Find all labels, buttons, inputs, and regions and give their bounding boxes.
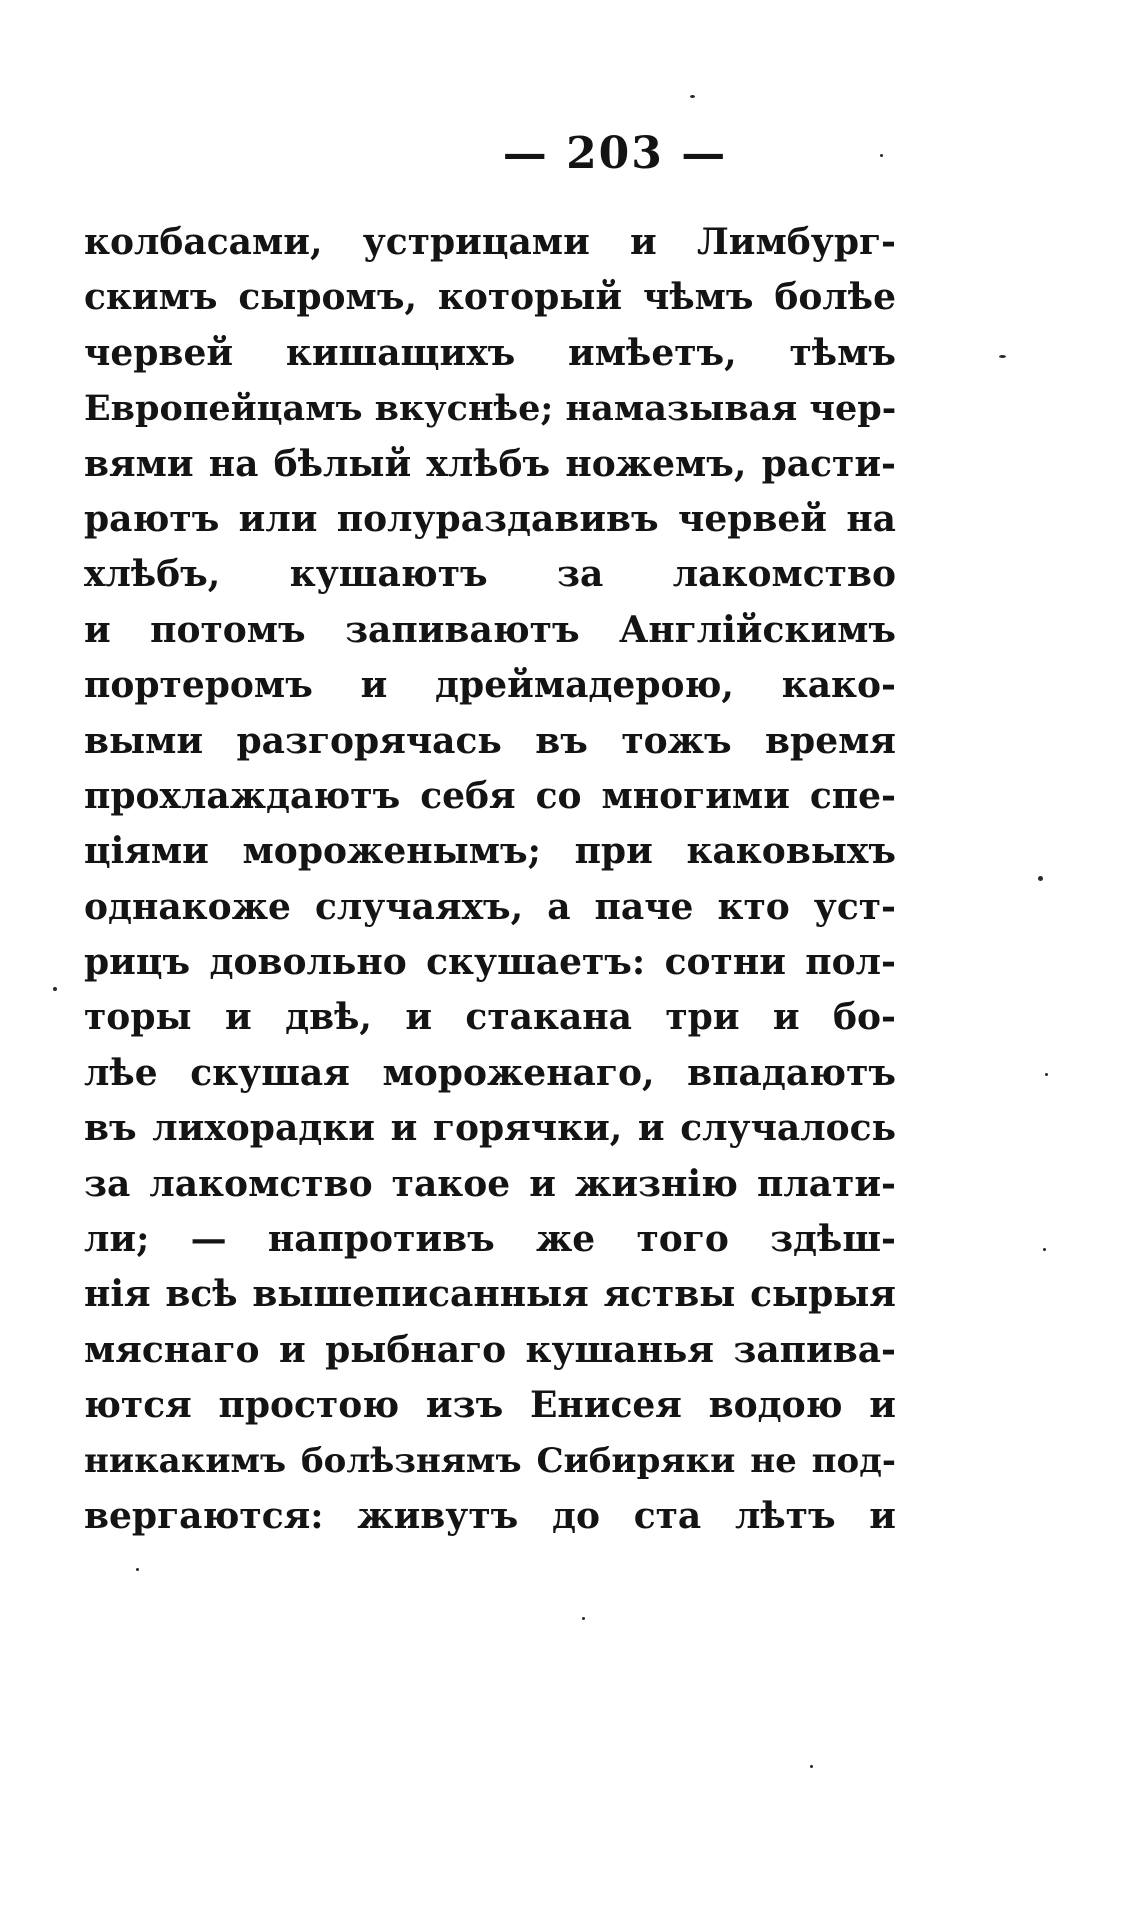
text-line: раютъ или полураздавивъ червей на <box>84 497 896 540</box>
page-number: — 203 — <box>502 128 728 179</box>
text-line: рицъ довольно скушаетъ: сотни пол- <box>84 941 896 984</box>
text-line: портеромъ и дреймадерою, како- <box>84 664 896 707</box>
text-line: торы и двѣ, и стакана три и бо- <box>84 996 896 1039</box>
scan-speck <box>136 1568 139 1571</box>
text-line: Европейцамъ вкуснѣе; намазывая чер- <box>84 388 897 430</box>
scan-speck <box>1043 1248 1046 1251</box>
text-line: за лакомство такое и жизнію плати- <box>84 1162 896 1205</box>
text-line: нія всѣ вышеписанныя яствы сырыя <box>84 1273 896 1316</box>
text-line: лѣе скушая мороженаго, впадаютъ <box>84 1051 896 1094</box>
text-line: ціями мороженымъ; при каковыхъ <box>84 830 896 873</box>
body-text <box>84 215 896 1544</box>
scan-speck <box>810 1765 813 1768</box>
scan-speck <box>880 154 883 157</box>
scan-speck <box>1038 876 1043 881</box>
text-line: никакимъ болѣзнямъ Сибиряки не под- <box>84 1440 896 1481</box>
text-line: и потомъ запиваютъ Англійскимъ <box>84 608 896 651</box>
text-line: ли; — напротивъ же того здѣш- <box>84 1218 896 1261</box>
text-line: однакоже случаяхъ, а паче кто уст- <box>84 885 896 928</box>
text-line: скимъ сыромъ, который чѣмъ болѣе <box>84 276 896 319</box>
scan-speck <box>999 355 1006 358</box>
text-line: мяснаго и рыбнаго кушанья запива- <box>84 1328 896 1371</box>
scan-speck <box>582 1617 585 1620</box>
text-line: хлѣбъ, кушаютъ за лакомство <box>84 553 896 596</box>
scan-speck <box>690 95 695 98</box>
text-line: вергаются: живутъ до ста лѣтъ и <box>84 1494 896 1537</box>
text-line: прохлаждаютъ себя со многими спе- <box>84 774 896 817</box>
text-line: выми разгорячась въ тожъ время <box>84 719 896 762</box>
text-line: червей кишащихъ имѣетъ, тѣмъ <box>84 331 896 374</box>
text-line: колбасами, устрицами и Лимбург- <box>84 221 896 263</box>
scan-speck <box>1045 1073 1048 1076</box>
scan-speck <box>53 987 57 991</box>
text-line: ются простою изъ Енисея водою и <box>84 1384 896 1427</box>
text-line: вями на бѣлый хлѣбъ ножемъ, расти- <box>84 442 896 485</box>
text-line: въ лихорадки и горячки, и случалось <box>84 1107 896 1150</box>
